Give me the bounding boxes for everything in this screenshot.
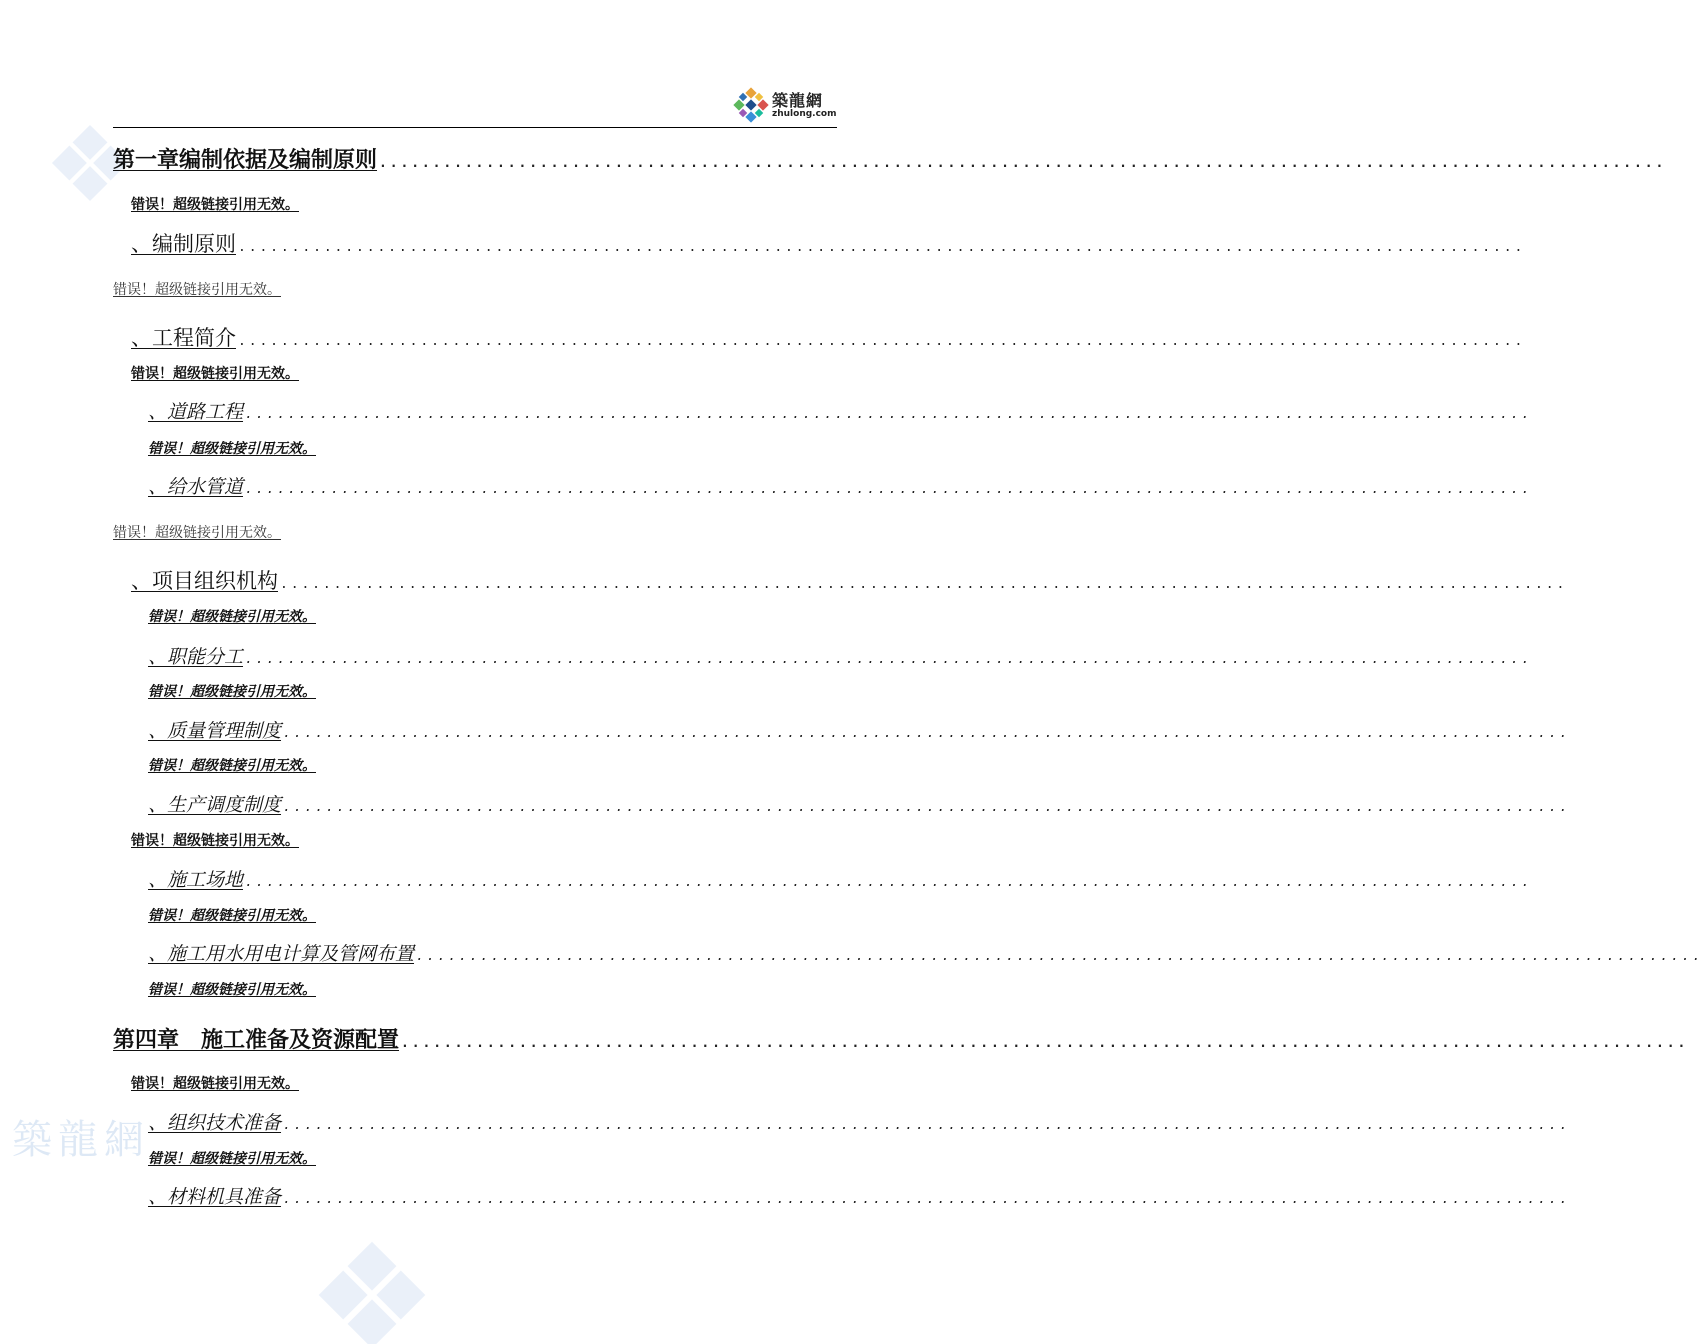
toc-error[interactable]: 错误！超级链接引用无效。 bbox=[148, 1151, 316, 1167]
leader-dots: ........................................................................................................................ bbox=[245, 652, 1533, 667]
toc-e3[interactable]: 、工程简介 ........................................................................................................................ bbox=[131, 326, 1526, 350]
toc-error[interactable]: 错误！超级链接引用无效。 bbox=[148, 684, 316, 700]
toc-e11[interactable]: 、施工用水用电计算及管网布置 ........................................................................................................................ bbox=[148, 943, 1703, 965]
toc-e1[interactable]: 第一章编制依据及编制原则 ........................................................................................................................ bbox=[113, 147, 1667, 173]
toc-e13[interactable]: 、组织技术准备 ........................................................................................................................ bbox=[148, 1112, 1571, 1134]
zhulong-logo bbox=[734, 86, 838, 124]
toc-error[interactable]: 错误！超级链接引用无效。 bbox=[148, 908, 316, 924]
toc-e9[interactable]: 、生产调度制度 ........................................................................................................................ bbox=[148, 794, 1571, 816]
leader-dots: ........................................................................................................................ bbox=[280, 577, 1568, 592]
toc-e4[interactable]: 、道路工程 ........................................................................................................................ bbox=[148, 401, 1533, 423]
leader-dots: ........................................................................................................................ bbox=[238, 334, 1526, 349]
leader-dots: ........................................................................................................................ bbox=[379, 156, 1667, 171]
toc-error[interactable]: 错误！超级链接引用无效。 bbox=[113, 282, 281, 298]
toc-error[interactable]: 错误！超级链接引用无效。 bbox=[148, 609, 316, 625]
leader-dots: ........................................................................................................................ bbox=[416, 949, 1703, 964]
leader-dots: ........................................................................................................................ bbox=[283, 726, 1571, 741]
leader-dots: ........................................................................................................................ bbox=[283, 1192, 1571, 1207]
toc-error[interactable]: 错误！超级链接引用无效。 bbox=[148, 982, 316, 998]
leader-dots: ........................................................................................................................ bbox=[245, 875, 1533, 890]
toc-e10[interactable]: 、施工场地 ........................................................................................................................ bbox=[148, 869, 1533, 891]
toc-error[interactable]: 错误！超级链接引用无效。 bbox=[131, 833, 299, 849]
leader-dots: ........................................................................................................................ bbox=[283, 1118, 1571, 1133]
watermark-flower-icon bbox=[318, 1246, 426, 1344]
leader-dots: ........................................................................................................................ bbox=[283, 800, 1571, 815]
leader-dots: ........................................................................................................................ bbox=[401, 1036, 1689, 1051]
logo-url: zhulong.com bbox=[772, 109, 837, 119]
toc-error[interactable]: 错误！超级链接引用无效。 bbox=[131, 366, 299, 382]
toc-e12[interactable]: 第四章 施工准备及资源配置 ........................................................................................................................ bbox=[113, 1027, 1689, 1053]
zhulong-flower-icon bbox=[734, 88, 768, 122]
header-rule bbox=[113, 127, 837, 128]
toc-e14[interactable]: 、材料机具准备 ........................................................................................................................ bbox=[148, 1186, 1571, 1208]
watermark-text: 築龍網 bbox=[12, 1117, 150, 1163]
leader-dots: ........................................................................................................................ bbox=[238, 240, 1526, 255]
toc-e6[interactable]: 、项目组织机构 ........................................................................................................................ bbox=[131, 569, 1568, 593]
toc-error[interactable]: 错误！超级链接引用无效。 bbox=[113, 525, 281, 541]
leader-dots: ........................................................................................................................ bbox=[245, 482, 1533, 497]
toc-e8[interactable]: 、质量管理制度 ........................................................................................................................ bbox=[148, 720, 1571, 742]
toc-e5[interactable]: 、给水管道 ........................................................................................................................ bbox=[148, 476, 1533, 498]
leader-dots: ........................................................................................................................ bbox=[245, 407, 1533, 422]
toc-e2[interactable]: 、编制原则 ........................................................................................................................ bbox=[131, 232, 1526, 256]
toc-error[interactable]: 错误！超级链接引用无效。 bbox=[131, 1076, 299, 1092]
toc-e7[interactable]: 、职能分工 ........................................................................................................................ bbox=[148, 646, 1533, 668]
toc-error[interactable]: 错误！超级链接引用无效。 bbox=[148, 758, 316, 774]
toc-error[interactable]: 错误！超级链接引用无效。 bbox=[148, 441, 316, 457]
logo-name: 築龍網 bbox=[772, 91, 824, 110]
toc-error[interactable]: 错误！超级链接引用无效。 bbox=[131, 197, 299, 213]
